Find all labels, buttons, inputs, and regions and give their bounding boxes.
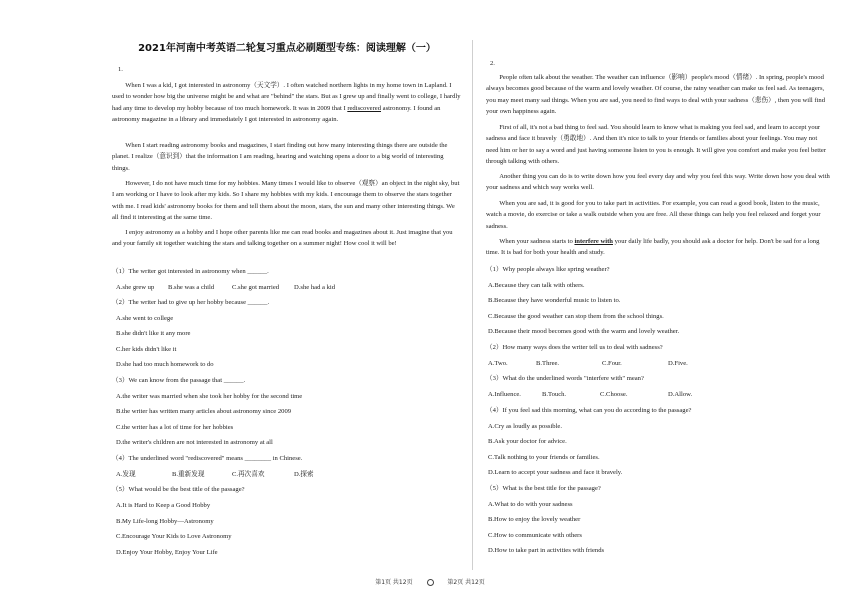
- option[interactable]: A.It is Hard to Keep a Good Hobby: [116, 502, 211, 509]
- option[interactable]: D.Five.: [668, 360, 688, 367]
- passage-paragraph: I enjoy astronomy as a hobby and I hope other parents like me can read books and magazines about it. Just imagine that you and your family sit together watching the stars and talking together on a summer night! How cool it will be!: [112, 229, 453, 248]
- option[interactable]: C.Because the good weather can stop them from the school things.: [488, 313, 664, 320]
- question-text: （5）What would be the best title of the passage?: [112, 486, 245, 493]
- paragraph-text: When I was a kid, I got interested in astronomy（天文学）. I often watched northern lights in my home town in Lapland. I used to wonder how big the universe might be and what are "behind" the stars. But as I grew up and finally went to college, I hardly had any time to develop my hobby because of too much homework. It was in 2009 that I: [112, 82, 461, 112]
- option[interactable]: B.Because they have wonderful music to listen to.: [488, 297, 621, 304]
- option[interactable]: B.重新发现: [172, 471, 205, 478]
- passage-paragraph: People often talk about the weather. The weather can influence（影响）people's mood（情绪）. In spring, people's mood always becomes good because of the warm and lovely weather. Of course, the rainy weather can make us feel sad. As teenagers, you may meet many sad things. When you are sad, you need to find ways to deal with your sadness（悲伤）, then you will find your own happiness again.: [486, 74, 826, 115]
- option[interactable]: B.she didn't like it any more: [116, 330, 191, 337]
- question-text: （1）Why people always like spring weather?: [486, 266, 610, 273]
- column-divider: [472, 40, 473, 570]
- option[interactable]: D.the writer's children are not interested in astronomy at all: [116, 439, 273, 446]
- option[interactable]: C.再次喜欢: [232, 471, 265, 478]
- page-footer: [0, 577, 860, 586]
- page-number-left: 第1页 共12页: [375, 579, 413, 586]
- circle-icon: [427, 579, 434, 586]
- underlined-word: rediscovered: [347, 104, 381, 112]
- question-text: （5）What is the best title for the passage?: [486, 485, 601, 492]
- option[interactable]: C.Choose.: [600, 391, 628, 398]
- option[interactable]: B.the writer has written many articles about astronomy since 2009: [116, 408, 292, 415]
- option[interactable]: C.she got married: [232, 284, 280, 291]
- option[interactable]: B.she was a child: [168, 284, 215, 291]
- question-text: （3）What do the underlined words "interfere with" mean?: [486, 375, 644, 382]
- passage-paragraph: [112, 80, 462, 125]
- option[interactable]: D.Because their mood becomes good with the warm and lovely weather.: [488, 328, 680, 335]
- option[interactable]: C.Four.: [602, 360, 622, 367]
- underlined-word: interfere with: [574, 238, 613, 245]
- option[interactable]: A.Influence.: [488, 391, 521, 398]
- question-text: （1）The writer got interested in astronomy when ______.: [112, 268, 269, 275]
- option[interactable]: D.she had a kid: [294, 284, 336, 291]
- question-text: （4）If you feel sad this morning, what can you do according to the passage?: [486, 407, 692, 414]
- option-row: [488, 358, 688, 369]
- option[interactable]: A.Because they can talk with others.: [488, 282, 585, 289]
- option[interactable]: C.Encourage Your Kids to Love Astronomy: [116, 533, 232, 540]
- option[interactable]: C.How to communicate with others: [488, 532, 582, 539]
- option[interactable]: D.探索: [294, 471, 314, 478]
- option[interactable]: B.My Life-long Hobby—Astronomy: [116, 518, 214, 525]
- passage-paragraph: Another thing you can do is to write down how you feel every day and why you feel this way. Write down how you deal with your sadness and which way works well.: [486, 173, 830, 192]
- option[interactable]: A.she went to college: [116, 315, 174, 322]
- option[interactable]: B.Ask your doctor for advice.: [488, 438, 567, 445]
- question-text: （3）We can know from the passage that ______.: [112, 377, 246, 384]
- question-number: 2.: [490, 60, 495, 67]
- question-text: （4）The underlined word "rediscovered" means ________ in Chinese.: [112, 455, 303, 462]
- option[interactable]: D.Enjoy Your Hobby, Enjoy Your Life: [116, 549, 218, 556]
- option[interactable]: D.Allow.: [668, 391, 693, 398]
- page-title: 2021年河南中考英语二轮复习重点必刷题型专练：阅读理解（一）: [138, 43, 436, 54]
- option[interactable]: B.Three.: [536, 360, 560, 367]
- option-row: [488, 389, 692, 400]
- option[interactable]: D.Learn to accept your sadness and face it bravely.: [488, 469, 623, 476]
- passage-paragraph: However, I do not have much time for my hobbies. Many times I would like to observe（观察）an object in the night sky, but I am working or I have to look after my kids. So I share my hobbies with my kids. I encourage them to observe the stars together with me. I read kids' astronomy books for them and tell them about the moon, stars, the sun and many other interesting things. We all find it interesting at the same time.: [112, 180, 460, 221]
- option[interactable]: D.How to take part in activities with friends: [488, 547, 605, 554]
- paragraph-text: astronomy. I found an astronomy magazine in a library and immediately I got interested in astronomy again.: [112, 104, 441, 123]
- option[interactable]: A.What to do with your sadness: [488, 501, 573, 508]
- option[interactable]: C.the writer has a lot of time for her hobbies: [116, 424, 234, 431]
- paragraph-text: your daily life badly, you should ask a doctor for help. Don't be sad for a long time. It is bad for both your health and study.: [486, 238, 820, 257]
- option[interactable]: A.Two.: [488, 360, 508, 367]
- passage-paragraph: First of all, it's not a bad thing to feel sad. You should learn to know what is making you feel sad, and learn to accept your sadness and face it bravely（勇敢地）. And then it's nice to talk to your friends or families about your feelings. You may not need him or her to say a word and just having someone listen to you is enough. It will give you comfort and make you feel better through talking with others.: [486, 124, 827, 165]
- option[interactable]: C.her kids didn't like it: [116, 346, 177, 353]
- option[interactable]: B.Touch.: [542, 391, 567, 398]
- option[interactable]: A.she grew up: [116, 284, 155, 291]
- option[interactable]: A.Cry as loudly as possible.: [488, 423, 562, 430]
- paragraph-text: When your sadness starts to: [499, 238, 575, 245]
- option[interactable]: A.发现: [116, 471, 136, 478]
- option[interactable]: D.she had too much homework to do: [116, 361, 214, 368]
- option[interactable]: A.the writer was married when she took her hobby for the second time: [116, 393, 303, 400]
- question-text: （2）The writer had to give up her hobby because ______.: [112, 299, 270, 306]
- option-row: [116, 282, 335, 293]
- option[interactable]: C.Talk nothing to your friends or families.: [488, 454, 600, 461]
- page-number-right: 第2页 共12页: [447, 579, 485, 586]
- question-number: 1.: [118, 66, 123, 73]
- passage-paragraph: [486, 236, 830, 259]
- passage-paragraph: When I start reading astronomy books and magazines, I start finding out how many interesting things there are outside the planet. I realize（意识到）that the information I am reading, hearing and watching opens a door to a big world of interesting things.: [112, 142, 448, 172]
- passage-paragraph: When you are sad, it is good for you to take part in activities. For example, you can read a good book, listen to the music, watch a movie, do exercise or take a walk outside when you are free. All these things can help you feel relaxed and forget your sadness.: [486, 200, 821, 230]
- option-row: [116, 469, 314, 480]
- question-text: （2）How many ways does the writer tell us to deal with sadness?: [486, 344, 663, 351]
- option[interactable]: B.How to enjoy the lovely weather: [488, 516, 581, 523]
